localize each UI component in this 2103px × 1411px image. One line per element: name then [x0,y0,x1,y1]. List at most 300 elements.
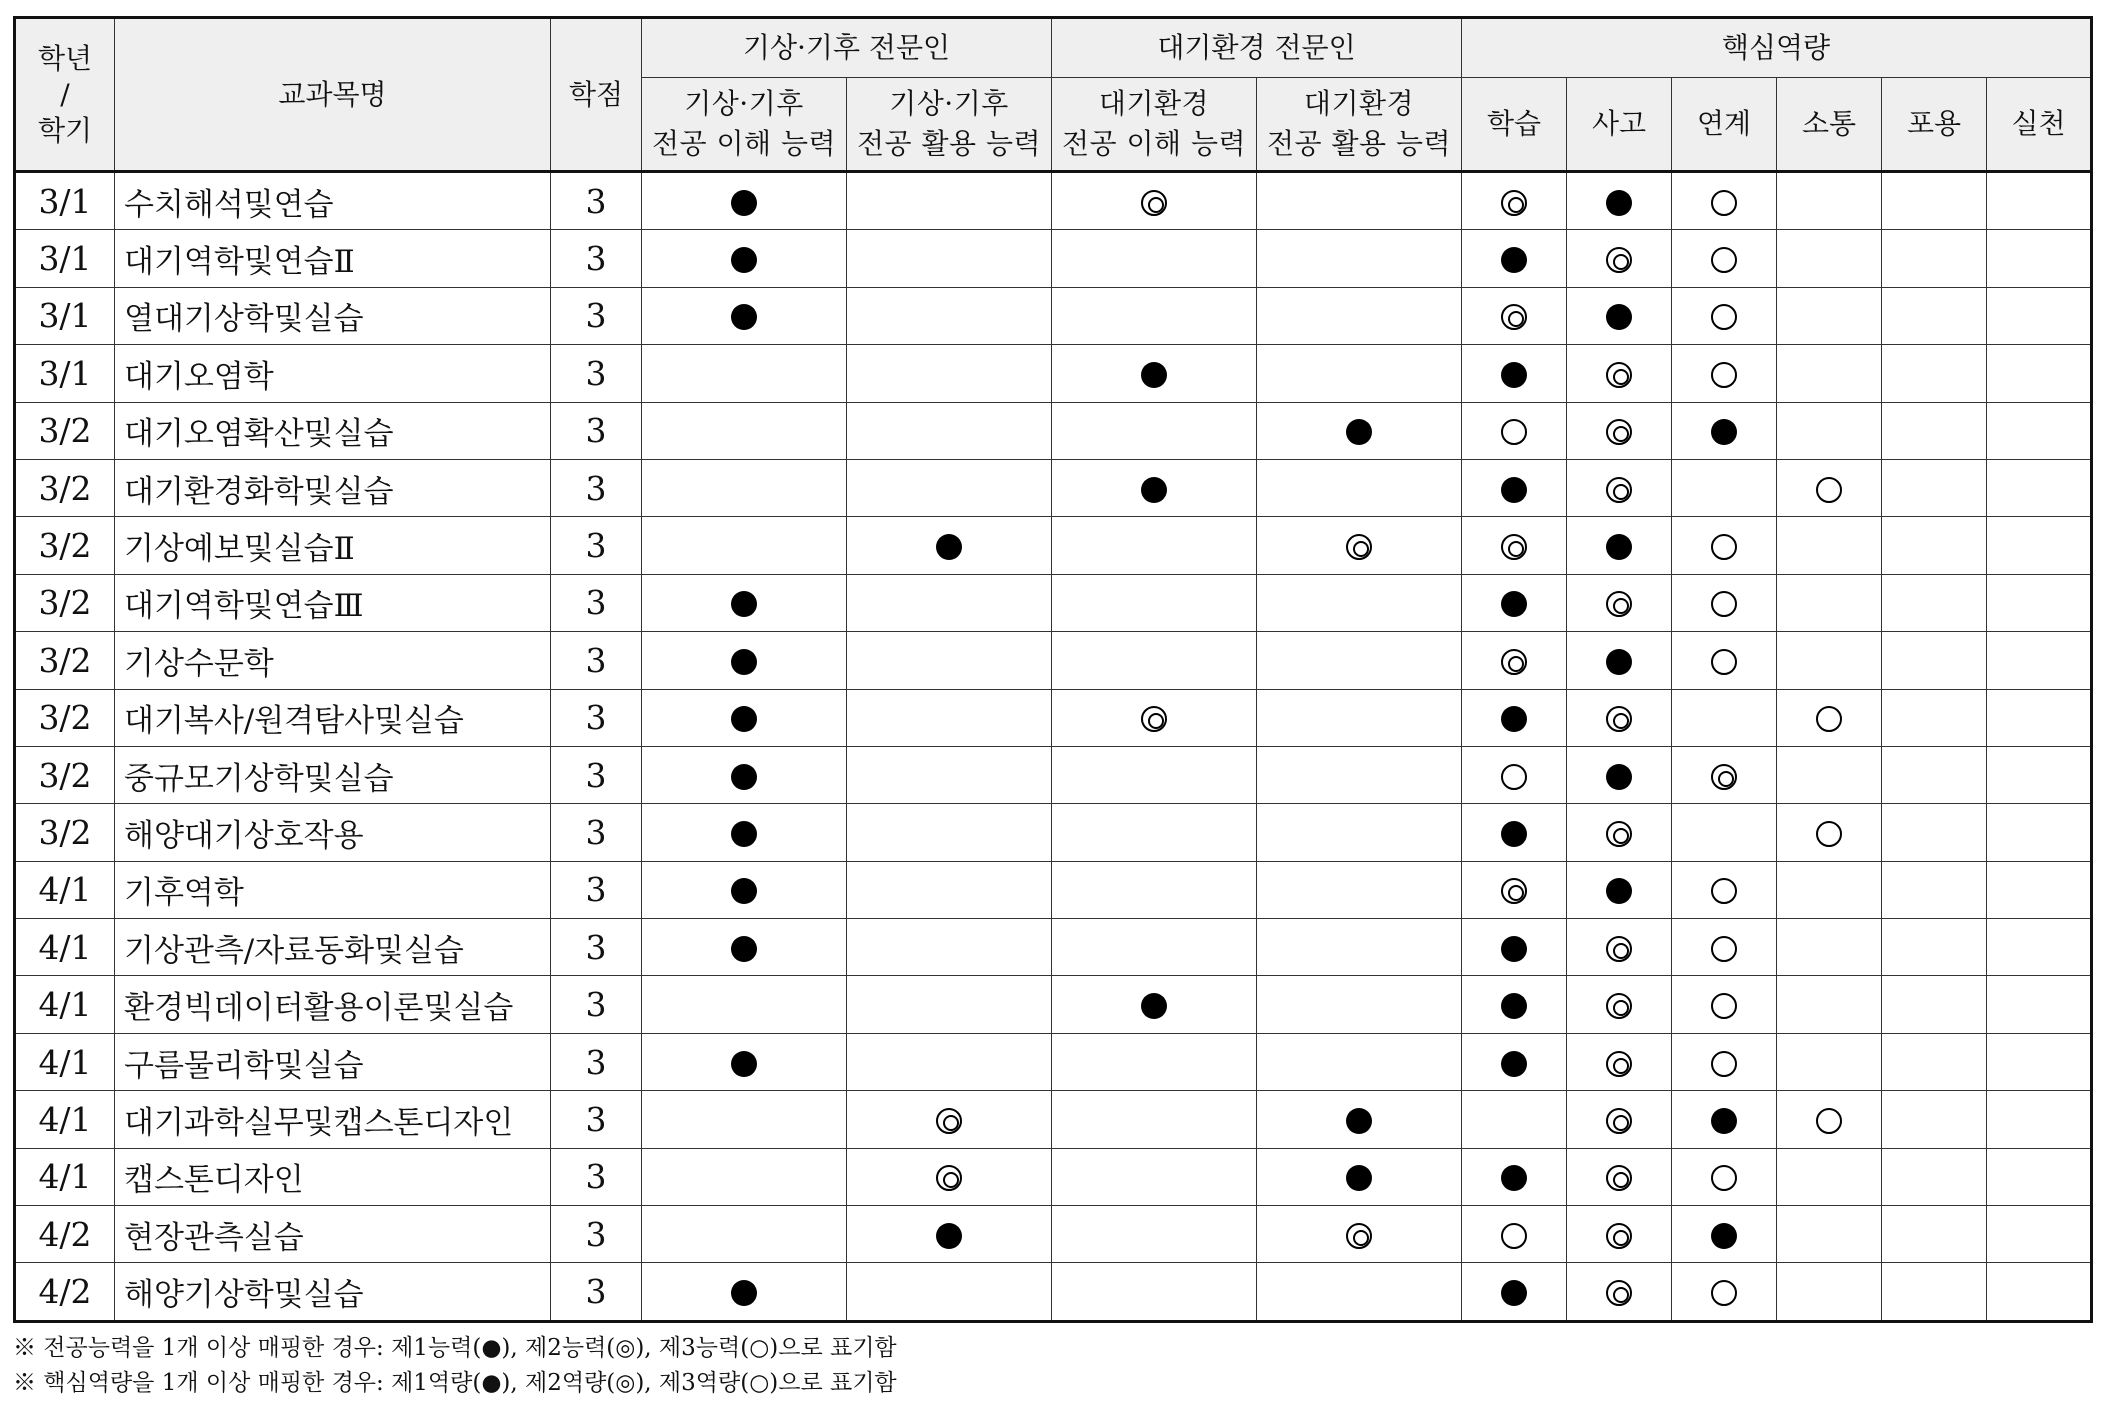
cell-credits: 3 [551,345,642,402]
cell-weather-understanding [642,746,847,803]
double-circle-icon [1606,936,1632,962]
cell-course-name: 현장관측실습 [115,1206,551,1263]
double-circle-icon [1606,1165,1632,1191]
cell-credits: 3 [551,517,642,574]
cell-course-name: 대기환경화학및실습 [115,459,551,516]
cell-core-inclusion [1882,459,1987,516]
open-circle-icon [1711,936,1737,962]
cell-credits: 3 [551,1148,642,1205]
cell-core-learning [1462,976,1567,1033]
cell-weather-application [847,1263,1052,1321]
filled-circle-icon [1501,1280,1527,1306]
cell-core-thinking [1567,1033,1672,1090]
filled-circle-icon [731,821,757,847]
cell-env-application [1257,517,1462,574]
cell-course-name: 수치해석및연습 [115,172,551,230]
cell-weather-understanding [642,689,847,746]
open-circle-icon [1711,1280,1737,1306]
header-sub-line: 전공 활용 능력 [856,127,1042,160]
cell-core-practice [1987,345,2092,402]
cell-core-communication [1777,1091,1882,1148]
table-row [15,976,2092,1033]
cell-core-practice [1987,172,2092,230]
cell-weather-application [847,517,1052,574]
cell-env-understanding [1052,287,1257,344]
cell-credits: 3 [551,976,642,1033]
open-circle-icon [1816,477,1842,503]
cell-core-inclusion [1882,632,1987,689]
cell-env-application [1257,1091,1462,1148]
filled-circle-icon [731,706,757,732]
cell-env-understanding [1052,976,1257,1033]
cell-year-semester: 3/1 [15,287,115,344]
cell-core-inclusion [1882,746,1987,803]
open-circle-icon [1711,591,1737,617]
cell-core-linking [1672,746,1777,803]
cell-env-understanding [1052,574,1257,631]
cell-core-linking [1672,804,1777,861]
cell-course-name: 대기복사/원격탐사및실습 [115,689,551,746]
cell-core-practice [1987,517,2092,574]
cell-env-understanding [1052,1091,1257,1148]
cell-core-thinking [1567,689,1672,746]
cell-year-semester: 3/2 [15,402,115,459]
cell-weather-understanding [642,459,847,516]
filled-circle-icon [1606,764,1632,790]
cell-weather-application [847,287,1052,344]
double-circle-icon [1346,1223,1372,1249]
cell-course-name: 기후역학 [115,861,551,918]
cell-env-application [1257,919,1462,976]
filled-circle-icon [731,190,757,216]
cell-core-communication [1777,287,1882,344]
table-row [15,632,2092,689]
cell-env-understanding [1052,1206,1257,1263]
filled-circle-icon [1606,534,1632,560]
cell-weather-application [847,230,1052,287]
open-circle-icon [1711,247,1737,273]
cell-credits: 3 [551,632,642,689]
cell-core-learning [1462,1033,1567,1090]
cell-core-linking [1672,517,1777,574]
cell-year-semester: 4/2 [15,1263,115,1321]
cell-core-learning [1462,345,1567,402]
cell-env-application [1257,746,1462,803]
header-group-core-competency: 핵심역량 [1462,18,2092,78]
cell-env-understanding [1052,459,1257,516]
open-circle-icon [1501,419,1527,445]
cell-course-name: 기상관측/자료동화및실습 [115,919,551,976]
cell-core-communication [1777,804,1882,861]
cell-year-semester: 4/1 [15,976,115,1033]
cell-core-thinking [1567,1091,1672,1148]
table-row [15,402,2092,459]
cell-credits: 3 [551,459,642,516]
cell-core-learning [1462,746,1567,803]
cell-env-application [1257,632,1462,689]
cell-core-practice [1987,976,2092,1033]
filled-circle-icon [1501,936,1527,962]
footnote-core-competency: ※ 핵심역량을 1개 이상 매핑한 경우: 제1역량(●), 제2역량(◎), 제3역량(○)으로 표기함 [13,1370,897,1396]
header-env-application [1257,78,1462,172]
filled-circle-icon [936,1223,962,1249]
cell-weather-understanding [642,1033,847,1090]
cell-env-application [1257,861,1462,918]
cell-course-name: 기상수문학 [115,632,551,689]
filled-circle-icon [1501,706,1527,732]
cell-core-thinking [1567,746,1672,803]
cell-env-application [1257,574,1462,631]
cell-core-practice [1987,459,2092,516]
cell-credits: 3 [551,689,642,746]
filled-circle-icon [1711,1223,1737,1249]
cell-env-understanding [1052,1263,1257,1321]
table-row [15,689,2092,746]
double-circle-icon [936,1165,962,1191]
cell-core-linking [1672,287,1777,344]
header-year-slash: / [60,77,70,111]
table-row [15,345,2092,402]
double-circle-icon [1501,649,1527,675]
filled-circle-icon [1501,821,1527,847]
cell-env-application [1257,172,1462,230]
cell-core-communication [1777,345,1882,402]
double-circle-icon [1606,591,1632,617]
cell-weather-understanding [642,402,847,459]
cell-env-understanding [1052,1148,1257,1205]
table-row [15,172,2092,230]
double-circle-icon [1346,534,1372,560]
cell-core-thinking [1567,172,1672,230]
cell-core-practice [1987,1091,2092,1148]
cell-core-inclusion [1882,861,1987,918]
cell-core-linking [1672,459,1777,516]
cell-env-application [1257,1263,1462,1321]
double-circle-icon [1606,821,1632,847]
double-circle-icon [1606,247,1632,273]
cell-core-learning [1462,689,1567,746]
cell-core-thinking [1567,976,1672,1033]
cell-course-name: 대기오염확산및실습 [115,402,551,459]
cell-core-thinking [1567,1148,1672,1205]
cell-core-learning [1462,517,1567,574]
cell-year-semester: 3/2 [15,689,115,746]
header-weather-understanding [642,78,847,172]
cell-env-understanding [1052,345,1257,402]
filled-circle-icon [731,591,757,617]
filled-circle-icon [731,764,757,790]
cell-weather-understanding [642,1206,847,1263]
cell-env-application [1257,1206,1462,1263]
cell-weather-application [847,1148,1052,1205]
cell-core-communication [1777,689,1882,746]
table-body [15,172,2092,1322]
cell-core-learning [1462,804,1567,861]
cell-env-understanding [1052,632,1257,689]
cell-core-linking [1672,976,1777,1033]
table-row [15,804,2092,861]
cell-course-name: 대기역학및연습Ⅱ [115,230,551,287]
table-row [15,919,2092,976]
cell-credits: 3 [551,1263,642,1321]
cell-course-name: 기상예보및실습Ⅱ [115,517,551,574]
cell-year-semester: 4/1 [15,1091,115,1148]
header-core-practice: 실천 [1987,78,2092,172]
cell-core-inclusion [1882,1206,1987,1263]
cell-env-understanding [1052,172,1257,230]
cell-core-communication [1777,861,1882,918]
cell-year-semester: 4/2 [15,1206,115,1263]
cell-core-inclusion [1882,919,1987,976]
cell-env-application [1257,1148,1462,1205]
cell-credits: 3 [551,861,642,918]
cell-credits: 3 [551,746,642,803]
cell-core-communication [1777,1206,1882,1263]
cell-year-semester: 3/1 [15,230,115,287]
filled-circle-icon [731,1280,757,1306]
cell-core-thinking [1567,402,1672,459]
cell-env-understanding [1052,746,1257,803]
curriculum-mapping-table [13,16,2093,1323]
cell-core-inclusion [1882,574,1987,631]
double-circle-icon [1606,706,1632,732]
cell-core-inclusion [1882,1263,1987,1321]
cell-weather-understanding [642,172,847,230]
cell-core-inclusion [1882,1033,1987,1090]
cell-weather-application [847,976,1052,1033]
cell-core-practice [1987,919,2092,976]
header-year-label: 학년 [37,41,93,75]
cell-credits: 3 [551,287,642,344]
cell-weather-application [847,689,1052,746]
curriculum-table-wrapper [13,16,2093,1323]
filled-circle-icon [731,936,757,962]
cell-year-semester: 3/2 [15,459,115,516]
cell-core-thinking [1567,345,1672,402]
cell-core-inclusion [1882,172,1987,230]
cell-weather-understanding [642,345,847,402]
double-circle-icon [1501,190,1527,216]
footnotes [13,1331,897,1401]
cell-weather-understanding [642,1263,847,1321]
table-row [15,287,2092,344]
double-circle-icon [1606,1280,1632,1306]
table-row [15,861,2092,918]
cell-year-semester: 3/2 [15,574,115,631]
header-year-semester [15,18,115,172]
cell-core-learning [1462,574,1567,631]
cell-year-semester: 4/1 [15,861,115,918]
cell-core-learning [1462,1091,1567,1148]
filled-circle-icon [731,304,757,330]
cell-weather-application [847,574,1052,631]
cell-env-application [1257,976,1462,1033]
cell-year-semester: 3/2 [15,517,115,574]
table-row [15,574,2092,631]
cell-credits: 3 [551,1033,642,1090]
cell-core-communication [1777,919,1882,976]
cell-credits: 3 [551,574,642,631]
cell-core-learning [1462,1148,1567,1205]
cell-weather-application [847,172,1052,230]
cell-core-learning [1462,632,1567,689]
table-row [15,1091,2092,1148]
cell-weather-application [847,1091,1052,1148]
cell-core-communication [1777,976,1882,1033]
cell-core-linking [1672,345,1777,402]
cell-weather-understanding [642,517,847,574]
cell-core-communication [1777,1033,1882,1090]
cell-weather-application [847,1206,1052,1263]
cell-core-communication [1777,402,1882,459]
cell-course-name: 해양기상학및실습 [115,1263,551,1321]
cell-core-linking [1672,402,1777,459]
filled-circle-icon [1501,477,1527,503]
table-header [15,18,2092,172]
filled-circle-icon [1711,419,1737,445]
cell-weather-application [847,746,1052,803]
cell-core-practice [1987,1263,2092,1321]
open-circle-icon [1711,304,1737,330]
open-circle-icon [1711,649,1737,675]
cell-weather-understanding [642,804,847,861]
double-circle-icon [1501,534,1527,560]
header-credits: 학점 [551,18,642,172]
cell-core-learning [1462,230,1567,287]
filled-circle-icon [1606,190,1632,216]
cell-core-learning [1462,172,1567,230]
cell-env-understanding [1052,1033,1257,1090]
cell-weather-application [847,459,1052,516]
cell-course-name: 중규모기상학및실습 [115,746,551,803]
cell-core-inclusion [1882,345,1987,402]
cell-env-understanding [1052,861,1257,918]
header-semester-label: 학기 [37,113,93,147]
open-circle-icon [1711,362,1737,388]
cell-weather-application [847,804,1052,861]
cell-core-practice [1987,287,2092,344]
cell-env-understanding [1052,804,1257,861]
cell-core-linking [1672,1091,1777,1148]
header-group-atmos-env: 대기환경 전문인 [1052,18,1462,78]
cell-core-learning [1462,861,1567,918]
header-sub-line: 기상·기후 [889,87,1009,120]
cell-core-communication [1777,632,1882,689]
cell-weather-understanding [642,574,847,631]
filled-circle-icon [731,247,757,273]
cell-env-application [1257,345,1462,402]
header-sub-line: 전공 이해 능력 [651,127,837,160]
cell-weather-understanding [642,1091,847,1148]
filled-circle-icon [936,534,962,560]
header-sub-line: 기상·기후 [684,87,804,120]
cell-core-linking [1672,230,1777,287]
cell-core-practice [1987,1206,2092,1263]
cell-core-thinking [1567,574,1672,631]
cell-core-communication [1777,459,1882,516]
table-row [15,1033,2092,1090]
filled-circle-icon [1141,993,1167,1019]
filled-circle-icon [731,1051,757,1077]
filled-circle-icon [1501,591,1527,617]
cell-weather-application [847,861,1052,918]
cell-core-linking [1672,689,1777,746]
cell-core-inclusion [1882,689,1987,746]
open-circle-icon [1711,1165,1737,1191]
cell-credits: 3 [551,230,642,287]
header-sub-line: 대기환경 [1303,87,1415,120]
cell-env-understanding [1052,517,1257,574]
cell-core-linking [1672,1033,1777,1090]
cell-weather-understanding [642,287,847,344]
cell-core-thinking [1567,230,1672,287]
cell-weather-application [847,345,1052,402]
header-core-learning: 학습 [1462,78,1567,172]
cell-core-inclusion [1882,804,1987,861]
header-group-weather-climate: 기상·기후 전문인 [642,18,1052,78]
filled-circle-icon [1501,247,1527,273]
header-sub-line: 전공 활용 능력 [1266,127,1452,160]
header-core-inclusion: 포용 [1882,78,1987,172]
cell-core-linking [1672,172,1777,230]
double-circle-icon [1606,1051,1632,1077]
cell-core-thinking [1567,1263,1672,1321]
cell-weather-application [847,632,1052,689]
double-circle-icon [1606,993,1632,1019]
cell-env-application [1257,230,1462,287]
header-course-name: 교과목명 [115,18,551,172]
header-sub-line: 전공 이해 능력 [1061,127,1247,160]
cell-env-understanding [1052,919,1257,976]
cell-core-learning [1462,1263,1567,1321]
cell-core-linking [1672,632,1777,689]
cell-core-thinking [1567,287,1672,344]
cell-core-communication [1777,574,1882,631]
cell-course-name: 해양대기상호작용 [115,804,551,861]
cell-core-practice [1987,689,2092,746]
cell-credits: 3 [551,1206,642,1263]
cell-core-inclusion [1882,517,1987,574]
cell-credits: 3 [551,172,642,230]
double-circle-icon [1141,706,1167,732]
table-row [15,1206,2092,1263]
cell-core-linking [1672,574,1777,631]
table-row [15,459,2092,516]
cell-core-linking [1672,919,1777,976]
open-circle-icon [1711,534,1737,560]
cell-year-semester: 4/1 [15,1148,115,1205]
footnote-major-ability: ※ 전공능력을 1개 이상 매핑한 경우: 제1능력(●), 제2능력(◎), 제3능력(○)으로 표기함 [13,1335,897,1361]
cell-env-application [1257,402,1462,459]
cell-year-semester: 3/2 [15,804,115,861]
header-core-communication: 소통 [1777,78,1882,172]
double-circle-icon [1606,1223,1632,1249]
cell-course-name: 구름물리학및실습 [115,1033,551,1090]
double-circle-icon [1501,878,1527,904]
open-circle-icon [1816,821,1842,847]
open-circle-icon [1711,1051,1737,1077]
cell-core-thinking [1567,459,1672,516]
cell-core-thinking [1567,919,1672,976]
double-circle-icon [1141,190,1167,216]
cell-weather-understanding [642,861,847,918]
table-row [15,1263,2092,1321]
open-circle-icon [1711,878,1737,904]
cell-course-name: 대기과학실무및캡스톤디자인 [115,1091,551,1148]
cell-core-thinking [1567,517,1672,574]
table-row [15,746,2092,803]
table-row [15,517,2092,574]
